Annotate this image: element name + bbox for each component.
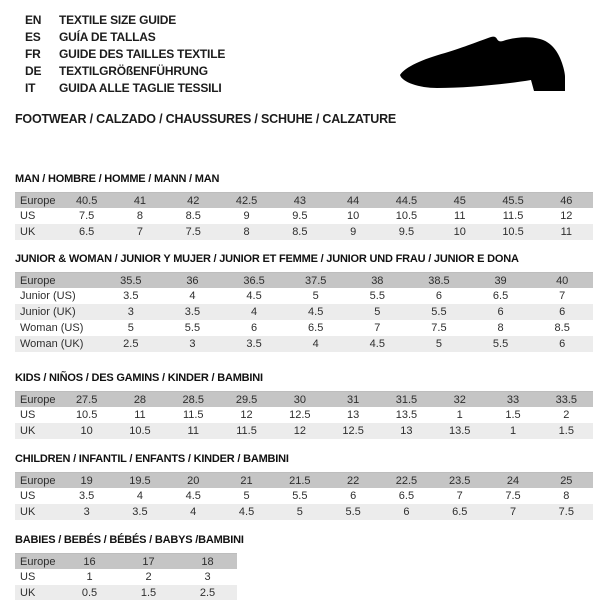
size-cell: 7.5 xyxy=(558,506,574,518)
language-code: ES xyxy=(25,30,41,44)
size-cell: 13 xyxy=(347,409,360,421)
size-cell: 39 xyxy=(494,275,507,287)
size-cell: 25 xyxy=(560,475,573,487)
size-cell: 7 xyxy=(559,290,566,302)
size-cell: 12.5 xyxy=(289,409,311,421)
size-cell: 36.5 xyxy=(243,275,265,287)
section-title-junior-woman: JUNIOR & WOMAN / JUNIOR Y MUJER / JUNIOR ET FEMME / JUNIOR UND FRAU / JUNIOR E DONA xyxy=(15,253,519,265)
size-cell: 37.5 xyxy=(304,275,327,287)
size-cell: 3.5 xyxy=(184,306,201,318)
language-code: EN xyxy=(25,13,42,27)
size-cell: 1.5 xyxy=(505,409,521,421)
size-cell: 22 xyxy=(347,475,360,487)
section-title-man: MAN / HOMBRE / HOMME / MANN / MAN xyxy=(15,173,220,185)
size-cell: 1 xyxy=(456,409,463,421)
size-cell: 22.5 xyxy=(395,475,418,487)
table-row-woman-us xyxy=(15,320,593,336)
row-label: Europe xyxy=(20,556,56,568)
size-cell: 24 xyxy=(506,475,520,487)
size-cell: 19.5 xyxy=(129,475,151,487)
size-cell: 10.5 xyxy=(129,425,151,437)
table-row-europe xyxy=(15,553,237,569)
size-cell: 10 xyxy=(80,425,93,437)
size-cell: 7.5 xyxy=(185,226,201,238)
category-title: FOOTWEAR / CALZADO / CHAUSSURES / SCHUHE / CALZATURE xyxy=(15,112,397,126)
size-cell: 7.5 xyxy=(431,322,447,334)
size-cell: 45 xyxy=(453,195,466,207)
size-cell: 20 xyxy=(187,475,200,487)
size-cell: 10.5 xyxy=(395,210,418,222)
size-cell: 3 xyxy=(204,571,211,583)
section-babies xyxy=(15,534,593,600)
size-table-children xyxy=(15,472,593,520)
table-row-us xyxy=(15,208,593,224)
row-label: Woman (UK) xyxy=(20,338,84,350)
size-cell: 2.5 xyxy=(199,587,216,599)
size-cell: 43 xyxy=(293,195,306,207)
size-cell: 1.5 xyxy=(140,587,157,599)
size-cell: 7.5 xyxy=(505,490,521,502)
size-cell: 10.5 xyxy=(75,409,98,421)
size-cell: 5 xyxy=(374,306,381,318)
size-cell: 40.5 xyxy=(75,195,98,207)
size-cell: 7 xyxy=(136,226,143,238)
size-cell: 13.5 xyxy=(395,409,418,421)
table-row-europe xyxy=(15,472,593,488)
table-row-europe xyxy=(15,391,593,407)
size-cell: 38 xyxy=(371,275,384,287)
size-cell: 6 xyxy=(435,290,442,302)
size-cell: 1 xyxy=(86,571,93,583)
size-cell: 11.5 xyxy=(502,210,524,222)
table-row-uk xyxy=(15,585,237,600)
size-cell: 13 xyxy=(400,425,413,437)
size-cell: 4 xyxy=(312,338,319,350)
size-cell: 8.5 xyxy=(292,226,308,238)
size-cell: 11.5 xyxy=(236,425,257,437)
size-cell: 10 xyxy=(347,210,360,222)
size-cell: 44 xyxy=(347,195,360,207)
size-cell: 6 xyxy=(350,490,357,502)
language-title: TEXTILGRÖßENFÜHRUNG xyxy=(59,64,208,78)
size-cell: 3 xyxy=(83,506,90,518)
size-cell: 6.5 xyxy=(79,226,95,238)
size-cell: 6.5 xyxy=(492,290,509,302)
size-cell: 10.5 xyxy=(502,226,524,238)
size-cell: 12 xyxy=(293,425,306,437)
table-row-us xyxy=(15,407,593,423)
size-cell: 4 xyxy=(190,506,197,518)
table-row-uk xyxy=(15,224,593,240)
size-cell: 28.5 xyxy=(182,394,204,406)
size-cell: 40 xyxy=(556,275,569,287)
size-cell: 7.5 xyxy=(79,210,95,222)
size-cell: 31.5 xyxy=(395,394,418,406)
size-cell: 5.5 xyxy=(492,338,509,350)
row-label: UK xyxy=(20,226,36,238)
size-cell: 31 xyxy=(347,394,360,406)
size-cell: 29.5 xyxy=(235,394,258,406)
row-label: Junior (UK) xyxy=(20,306,76,318)
table-row-us xyxy=(15,569,237,585)
size-cell: 10 xyxy=(453,226,466,238)
size-cell: 46 xyxy=(560,195,573,207)
size-cell: 6.5 xyxy=(308,322,324,334)
section-children xyxy=(15,453,593,520)
language-title: GUIDA ALLE TAGLIE TESSILI xyxy=(59,81,222,95)
size-cell: 41 xyxy=(133,195,147,207)
size-cell: 12 xyxy=(560,210,573,222)
size-cell: 18 xyxy=(201,556,214,568)
size-cell: 21.5 xyxy=(289,475,311,487)
language-code: FR xyxy=(25,47,41,61)
size-cell: 6 xyxy=(403,506,410,518)
size-cell: 42 xyxy=(187,195,200,207)
size-cell: 8.5 xyxy=(185,210,201,222)
size-table-babies xyxy=(15,553,237,600)
size-cell: 5.5 xyxy=(345,506,361,518)
language-title: TEXTILE SIZE GUIDE xyxy=(59,13,177,27)
size-cell: 9.5 xyxy=(398,226,415,238)
table-row-uk xyxy=(15,504,593,520)
table-row-junior-uk xyxy=(15,304,593,320)
size-cell: 3 xyxy=(127,306,134,318)
size-cell: 8 xyxy=(136,210,143,222)
size-cell: 13.5 xyxy=(449,425,471,437)
size-cell: 16 xyxy=(83,556,96,568)
size-cell: 30 xyxy=(293,394,306,406)
size-cell: 5 xyxy=(127,322,134,334)
size-cell: 4.5 xyxy=(246,290,262,302)
size-cell: 6.5 xyxy=(398,490,415,502)
size-cell: 3 xyxy=(189,338,196,350)
size-cell: 9 xyxy=(243,210,250,222)
size-cell: 3.5 xyxy=(79,490,95,502)
size-cell: 11 xyxy=(560,226,573,238)
size-cell: 8.5 xyxy=(554,322,570,334)
table-row-europe xyxy=(15,272,593,288)
row-label: Europe xyxy=(20,475,56,487)
language-code: IT xyxy=(25,81,36,95)
size-cell: 5 xyxy=(435,338,442,350)
section-man xyxy=(15,173,593,240)
row-label: Europe xyxy=(20,394,56,406)
size-cell: 11 xyxy=(134,409,146,421)
size-cell: 6 xyxy=(251,322,258,334)
table-row-uk xyxy=(15,423,593,439)
size-cell: 5.5 xyxy=(431,306,447,318)
size-cell: 3.5 xyxy=(132,506,148,518)
size-cell: 4 xyxy=(136,490,143,502)
size-cell: 6 xyxy=(559,306,566,318)
size-cell: 5 xyxy=(296,506,303,518)
row-label: Europe xyxy=(20,195,56,207)
size-cell: 3.5 xyxy=(246,338,262,350)
size-cell: 33.5 xyxy=(555,394,578,406)
size-cell: 6.5 xyxy=(452,506,468,518)
size-cell: 12 xyxy=(240,409,253,421)
size-cell: 7 xyxy=(456,490,463,502)
size-cell: 21 xyxy=(240,475,253,487)
size-cell: 11 xyxy=(187,425,199,437)
size-cell: 42.5 xyxy=(235,195,258,207)
section-title-children: CHILDREN / INFANTIL / ENFANTS / KINDER / BAMBINI xyxy=(15,453,289,465)
size-cell: 9.5 xyxy=(292,210,308,222)
size-cell: 2 xyxy=(145,571,152,583)
row-label: US xyxy=(20,490,36,502)
section-kids xyxy=(15,372,593,439)
size-cell: 8 xyxy=(563,490,570,502)
size-cell: 45.5 xyxy=(502,195,524,207)
section-title-kids: KIDS / NIÑOS / DES GAMINS / KINDER / BAMBINI xyxy=(15,372,263,384)
table-row-europe xyxy=(15,192,593,208)
size-cell: 35.5 xyxy=(120,275,142,287)
size-cell: 1.5 xyxy=(558,425,574,437)
size-cell: 19 xyxy=(80,475,93,487)
row-label: Woman (US) xyxy=(20,322,84,334)
size-table-junior-woman xyxy=(15,272,593,352)
row-label: Junior (US) xyxy=(20,290,76,302)
size-cell: 1 xyxy=(509,425,517,437)
section-junior-woman xyxy=(15,253,593,352)
language-title: GUIDE DES TAILLES TEXTILE xyxy=(59,47,226,61)
size-cell: 3.5 xyxy=(123,290,139,302)
size-cell: 7 xyxy=(509,506,517,518)
size-cell: 32 xyxy=(453,394,466,406)
size-cell: 11.5 xyxy=(182,409,204,421)
size-cell: 0.5 xyxy=(81,587,98,599)
size-cell: 4.5 xyxy=(308,306,324,318)
section-title-babies: BABIES / BEBÉS / BÉBÉS / BABYS /BAMBINI xyxy=(15,534,244,546)
size-cell: 5.5 xyxy=(292,490,308,502)
table-row-junior-us xyxy=(15,288,593,304)
size-cell: 11 xyxy=(454,210,466,222)
size-cell: 4 xyxy=(189,290,196,302)
size-cell: 6 xyxy=(497,306,504,318)
row-label: US xyxy=(20,409,36,421)
size-cell: 44.5 xyxy=(395,195,418,207)
dress-shoe-icon xyxy=(397,32,577,100)
language-title: GUÍA DE TALLAS xyxy=(59,30,156,44)
row-label: UK xyxy=(20,425,36,437)
size-cell: 6 xyxy=(559,338,566,350)
size-cell: 5.5 xyxy=(184,322,201,334)
size-cell: 2 xyxy=(563,409,570,421)
language-row-en xyxy=(15,12,593,29)
row-label: US xyxy=(20,571,36,583)
size-cell: 4 xyxy=(251,306,258,318)
size-cell: 27.5 xyxy=(75,394,98,406)
size-cell: 2.5 xyxy=(123,338,139,350)
row-label: Europe xyxy=(20,275,56,287)
size-cell: 4.5 xyxy=(185,490,201,502)
size-cell: 4.5 xyxy=(238,506,255,518)
row-label: UK xyxy=(20,506,36,518)
size-cell: 7 xyxy=(374,322,381,334)
table-row-woman-uk xyxy=(15,336,593,352)
table-row-us xyxy=(15,488,593,504)
size-cell: 36 xyxy=(186,275,199,287)
language-code: DE xyxy=(25,64,42,78)
guide-header xyxy=(15,12,593,126)
size-cell: 5 xyxy=(312,290,319,302)
size-cell: 4.5 xyxy=(369,338,385,350)
size-cell: 28 xyxy=(133,394,147,406)
size-table-man xyxy=(15,192,593,240)
size-cell: 8 xyxy=(497,322,504,334)
size-table-kids xyxy=(15,391,593,439)
row-label: US xyxy=(20,210,36,222)
size-cell: 33 xyxy=(506,394,520,406)
size-cell: 17 xyxy=(142,556,155,568)
size-cell: 8 xyxy=(243,226,250,238)
size-cell: 38.5 xyxy=(428,275,450,287)
size-cell: 5 xyxy=(243,490,250,502)
size-cell: 5.5 xyxy=(369,290,385,302)
row-label: UK xyxy=(20,587,36,599)
size-cell: 9 xyxy=(350,226,357,238)
size-cell: 23.5 xyxy=(449,475,471,487)
size-cell: 12.5 xyxy=(342,425,364,437)
